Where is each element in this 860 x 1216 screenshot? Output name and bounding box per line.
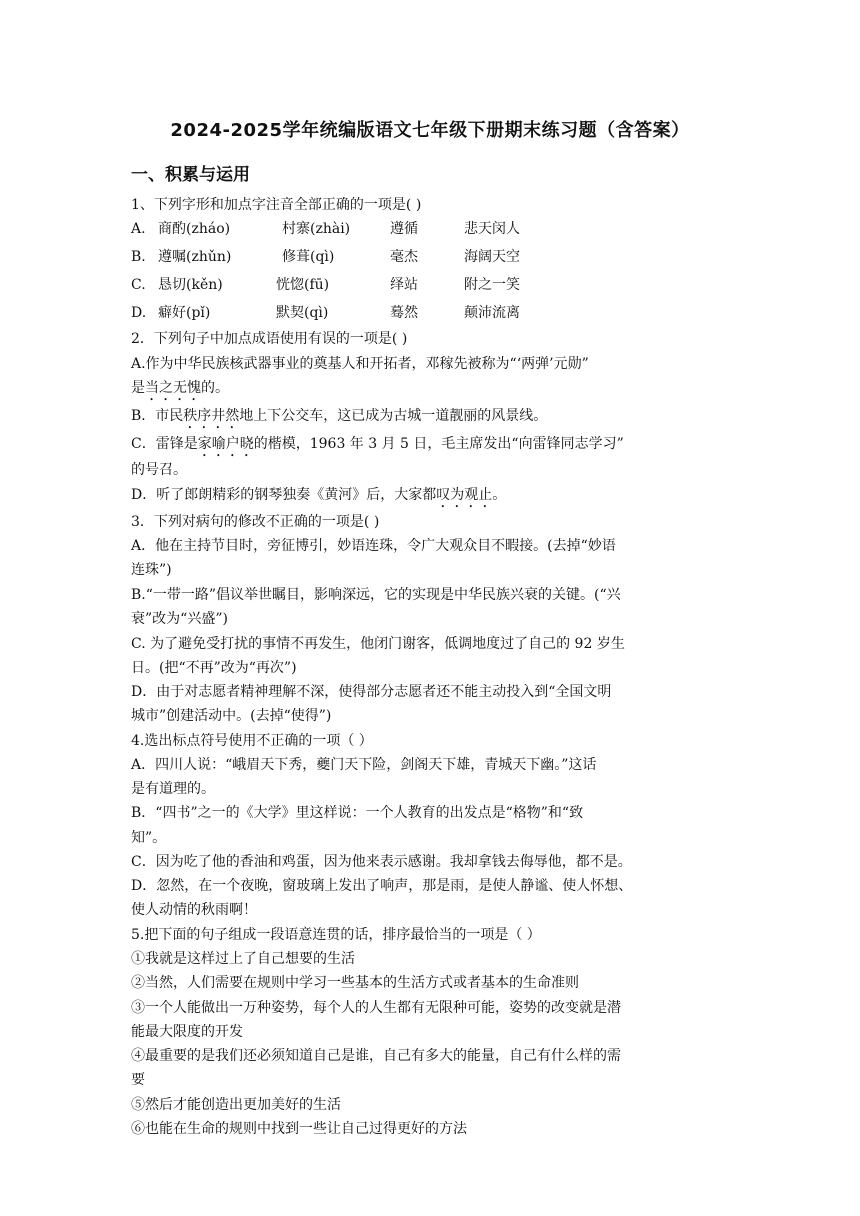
option-word: 商酌(zháo) [158, 221, 231, 237]
question-4-line: 使人动情的秋雨啊！ [131, 902, 257, 918]
dotted-idiom: 当之无愧 [145, 380, 201, 396]
question-4-line: C．因为吃了他的香油和鸡蛋，因为他来表示感谢。我却拿钱去侮辱他，都不是。 [131, 854, 632, 870]
option-word: 颠沛流离 [464, 305, 520, 321]
option-word: 绎站 [390, 277, 418, 293]
dotted-idiom: 家喻户晓 [197, 436, 254, 452]
question-2-option-a-cont [131, 378, 229, 404]
question-2-option-c-cont: 的号召。 [131, 462, 187, 478]
option-word: 恍惚(fū) [276, 277, 330, 293]
question-3-line: 城市”创建活动中。(去掉“使得”) [131, 708, 332, 724]
text-segment: 是 [131, 380, 145, 396]
text-segment: 的。 [201, 380, 229, 396]
option-word: 海阔天空 [464, 249, 520, 265]
question-3-line: C. 为了避免受打扰的事情不再发生，他闭门谢客，低调地度过了自己的 92 岁生 [131, 636, 625, 652]
option-word: 遵循 [390, 221, 418, 237]
option-word: 附之一笑 [464, 277, 520, 293]
option-word: 毫杰 [390, 249, 418, 265]
question-5-line: ⑥也能在生命的规则中找到一些让自己过得更好的方法 [131, 1121, 467, 1137]
question-3-line: A．他在主持节目时，旁征博引，妙语连珠，令广大观众目不暇接。(去掉“妙语 [131, 538, 616, 554]
document-title: 2024-2025学年统编版语文七年级下册期末练习题（含答案） [170, 120, 690, 141]
option-word: 癖好(pǐ) [158, 305, 211, 321]
question-4-stem: 4.选出标点符号使用不正确的一项（ ） [131, 733, 373, 749]
option-word: 蓦然 [390, 305, 418, 321]
text-segment: B．市民 [131, 408, 184, 424]
option-label: C. [131, 277, 146, 293]
question-4-line: 是有道理的。 [131, 781, 215, 797]
text-segment: 。 [492, 487, 507, 503]
option-label: D. [131, 305, 147, 321]
option-label: A. [131, 221, 146, 237]
question-5-line: ③一个人能做出一万种姿势，每个人的人生都有无限种可能，姿势的改变就是潜 [131, 1000, 621, 1016]
question-1-stem: 1、下列字形和加点字注音全部正确的一项是( ) [131, 197, 422, 213]
option-word: 村寨(zhài) [282, 221, 351, 237]
question-3-line: 连珠”) [131, 562, 172, 578]
question-2-option-c [131, 434, 624, 460]
text-segment: D．听了郎朗精彩的钢琴独奏《黄河》后，大家都 [131, 487, 437, 503]
option-word: 恳切(kěn) [158, 277, 223, 293]
question-2-option-b [131, 406, 547, 432]
question-3-stem: 3．下列对病句的修改不正确的一项是( ) [131, 514, 380, 530]
question-4-line: 知”。 [131, 830, 167, 846]
question-4-line: A．四川人说：“峨眉天下秀，夔门天下险，剑阁天下雄，青城天下幽。”这话 [131, 757, 597, 773]
option-label: B. [131, 249, 146, 265]
question-5-stem: 5.把下面的句子组成一段语意连贯的话，排序最恰当的一项是（ ） [131, 927, 541, 943]
question-5-line: ①我就是这样过上了自己想要的生活 [131, 951, 355, 967]
text-segment: C．雷锋是 [131, 436, 198, 452]
option-word: 悲天闵人 [464, 221, 520, 237]
question-2-option-d [131, 485, 506, 511]
question-4-line: B．“四书”之一的《大学》里这样说：一个人教育的出发点是“格物”和“致 [131, 805, 584, 821]
option-word: 默契(qì) [276, 305, 329, 321]
question-4-line: D．忽然，在一个夜晚，窗玻璃上发出了响声，那是雨，是使人静谧、使人怀想、 [131, 878, 633, 894]
question-2-option-a: A.作为中华民族核武器事业的奠基人和开拓者，邓稼先被称为“‘两弹’元勋” [131, 356, 589, 372]
option-word: 遵嘱(zhǔn) [158, 249, 232, 265]
section-heading: 一、积累与运用 [131, 165, 250, 185]
question-3-line: 衰”改为“兴盛”) [131, 611, 228, 627]
question-2-stem: 2．下列句子中加点成语使用有误的一项是( ) [131, 331, 408, 347]
question-5-line: 能最大限度的开发 [131, 1024, 243, 1040]
question-5-line: ②当然，人们需要在规则中学习一些基本的生活方式或者基本的生命准则 [131, 975, 579, 991]
question-3-line: D．由于对志愿者精神理解不深，使得部分志愿者还不能主动投入到“全国文明 [131, 684, 612, 700]
question-5-line: 要 [131, 1072, 145, 1088]
question-3-line: B.“一带一路”倡议举世瞩目，影响深远，它的实现是中华民族兴衰的关键。(“兴 [131, 587, 621, 603]
text-segment: 的楷模，1963 年 3 月 5 日，毛主席发出“向雷锋同志学习” [253, 436, 624, 452]
option-word: 修葺(qì) [282, 249, 335, 265]
dotted-idiom: 秩序井然 [183, 408, 240, 424]
question-5-line: ④最重要的是我们还必须知道自己是谁，自己有多大的能量，自己有什么样的需 [131, 1048, 621, 1064]
question-5-line: ⑤然后才能创造出更加美好的生活 [131, 1097, 341, 1113]
question-3-line: 日。(把“不再”改为“再次”) [131, 660, 297, 676]
text-segment: 地上下公交车，这已成为古城一道靓丽的风景线。 [239, 408, 548, 424]
dotted-idiom: 叹为观止 [436, 487, 493, 503]
